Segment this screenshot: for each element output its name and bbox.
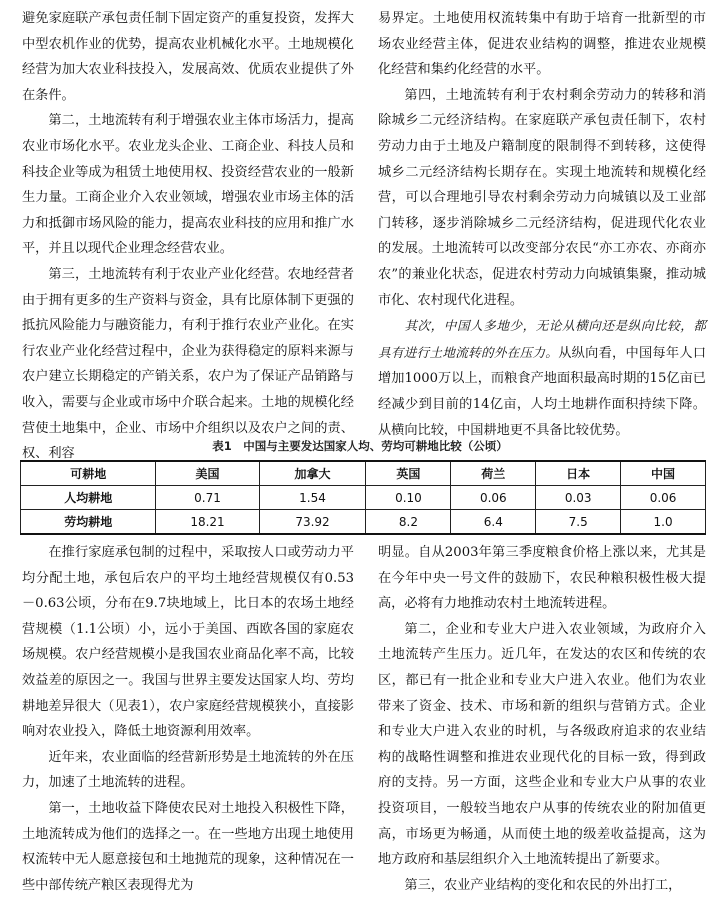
table-header-cell: 加拿大 [259, 461, 366, 486]
table-header-row [21, 461, 706, 486]
table-cell: 18.21 [156, 510, 259, 535]
table-row-label: 劳均耕地 [21, 510, 156, 535]
column-top-left [22, 6, 354, 467]
table-cell: 0.10 [366, 486, 451, 510]
paragraph: 第三，农业产业结构的变化和农民的外出打工， [404, 877, 682, 893]
table-cell: 0.06 [621, 486, 706, 510]
table-cell: 0.03 [536, 486, 621, 510]
paragraph [378, 313, 706, 443]
table-header-cell: 美国 [156, 461, 259, 486]
comparison-table [20, 460, 706, 535]
column-bottom-left [22, 540, 354, 898]
table-header-cell: 可耕地 [21, 461, 156, 486]
paragraph: 第三，土地流转有利于农业产业化经营。农地经营者由于拥有更多的生产资料与资金，具有比原体制下更强的抵抗风险能力与融资能力，有利于推行农业产业化。在实行农业产业化经营过程中，企业为获得稳定的原料来源与农户建立长期稳定的产销关系，农户为了保证产品销路与收入，需要与企业或市场中介联合起来。土地的规模化经营使土地集中，企业、市场中介组织以及农户之间的责、权、利容 [22, 266, 354, 462]
table-cell: 7.5 [536, 510, 621, 535]
column-top-right [378, 6, 706, 443]
paragraph: 明显。自从2003年第三季度粮食价格上涨以来，尤其是在今年中央一号文件的鼓励下，农民种粮积极性极大提高，必将有力地推动农村土地流转进程。 [378, 545, 706, 612]
table-header-cell: 英国 [366, 461, 451, 486]
paragraph: 近年来，农业面临的经营新形势是土地流转的外在压力，加速了土地流转的进程。 [22, 749, 354, 791]
table-cell: 73.92 [259, 510, 366, 535]
table-cell: 1.54 [259, 486, 366, 510]
table-row-label: 人均耕地 [21, 486, 156, 510]
paragraph: 第二，企业和专业大户进入农业领域，为政府介入土地流转产生压力。近几年，在发达的农区和传统的农区，都已有一批企业和专业大户进入农业。他们为农业带来了资金、技术、市场和新的组织与营销方式。企业和专业大户进入农业的时机，与各级政府追求的农业结构的战略性调整和推进农业现代化的目标一致，得到政府的支持。另一方面，这些企业和专业大户从事的农业投资项目，一般较当地农户从事的传统农业的附加值更高，市场更为畅通，从而使土地的级差收益提高，这为地方政府和基层组织介入土地流转提出了新要求。 [378, 621, 706, 868]
paragraph-continuation: 从纵向看，中国每年人口增加1000万以上，而粮食产地面积最高时期的15亿亩已经减少到目前的14亿亩，人均土地耕作面积持续下降。从横向比较，中国耕地更不具备比较优势。 [378, 345, 707, 438]
emphasis-text: 其次，中国人多地少，无论从横向还是纵向比较，都具有进行土地流转的外在压力。 [378, 318, 706, 360]
table-caption: 表1 中国与主要发达国家人均、劳均可耕地比较（公顷） [212, 439, 508, 453]
column-bottom-right [378, 540, 706, 898]
table-cell: 0.06 [451, 486, 536, 510]
paragraph: 第四，土地流转有利于农村剩余劳动力的转移和消除城乡二元经济结构。在家庭联产承包责任制下，农村劳动力由于土地及户籍制度的限制得不到转移，这使得城乡二元经济结构长期存在。实现土地流转和规模化经营，可以合理地引导农村剩余劳动力向城镇以及工业部门转移，逐步消除城乡二元经济结构，促进现代化农业的发展。土地流转可以改变部分农民“亦工亦农、亦商亦农”的兼业化状态，促进农村劳动力向城镇集聚，推动城市化、农村现代化进程。 [378, 87, 706, 308]
table-header-cell: 荷兰 [451, 461, 536, 486]
paragraph: 避免家庭联产承包责任制下固定资产的重复投资，发挥大中型农机作业的优势，提高农业机械化水平。土地规模化经营为加大农业科技投入，发展高效、优质农业提供了外在条件。 [22, 11, 354, 103]
table-cell: 8.2 [366, 510, 451, 535]
paragraph: 第二，土地流转有利于增强农业主体市场活力，提高农业市场化水平。农业龙头企业、工商企业、科技人员和科技企业等成为租赁土地使用权、投资经营农业的一般新生力量。工商企业介入农业领域，增强农业市场主体的活力和抵御市场风险的能力，提高农业科技的应用和推广水平，并且以现代企业理念经营农业。 [22, 113, 354, 257]
paragraph: 第一，土地收益下降使农民对土地投入积极性下降，土地流转成为他们的选择之一。在一些地方出现土地使用权流转中无人愿意接包和土地抛荒的现象，这种情况在一些中部传统产粮区表现得尤为 [22, 800, 354, 893]
table-cell: 1.0 [621, 510, 706, 535]
table-header-cell: 日本 [536, 461, 621, 486]
table-cell: 0.71 [156, 486, 259, 510]
table-header-cell: 中国 [621, 461, 706, 486]
paragraph: 易界定。土地使用权流转集中有助于培育一批新型的市场农业经营主体，促进农业结构的调整，推进农业规模化经营和集约化经营的水平。 [378, 11, 706, 78]
table-row [21, 486, 706, 510]
table-row [21, 510, 706, 535]
table-cell: 6.4 [451, 510, 536, 535]
paragraph: 在推行家庭承包制的过程中，采取按人口或劳动力平均分配土地，承包后农户的平均土地经营规模仅有0.53－0.63公顷，分布在9.7块地域上，比日本的农场土地经营规模（1.1公顷）小，远小于美国、西欧各国的家庭农场规模。农户经营规模小是我国农业商品化率不高，比较效益差的原因之一。我国与世界主要发达国家人均、劳均耕地差异很大（见表1），农户家庭经营规模狭小，直接影响对农业投入，降低土地资源利用效率。 [22, 545, 354, 740]
